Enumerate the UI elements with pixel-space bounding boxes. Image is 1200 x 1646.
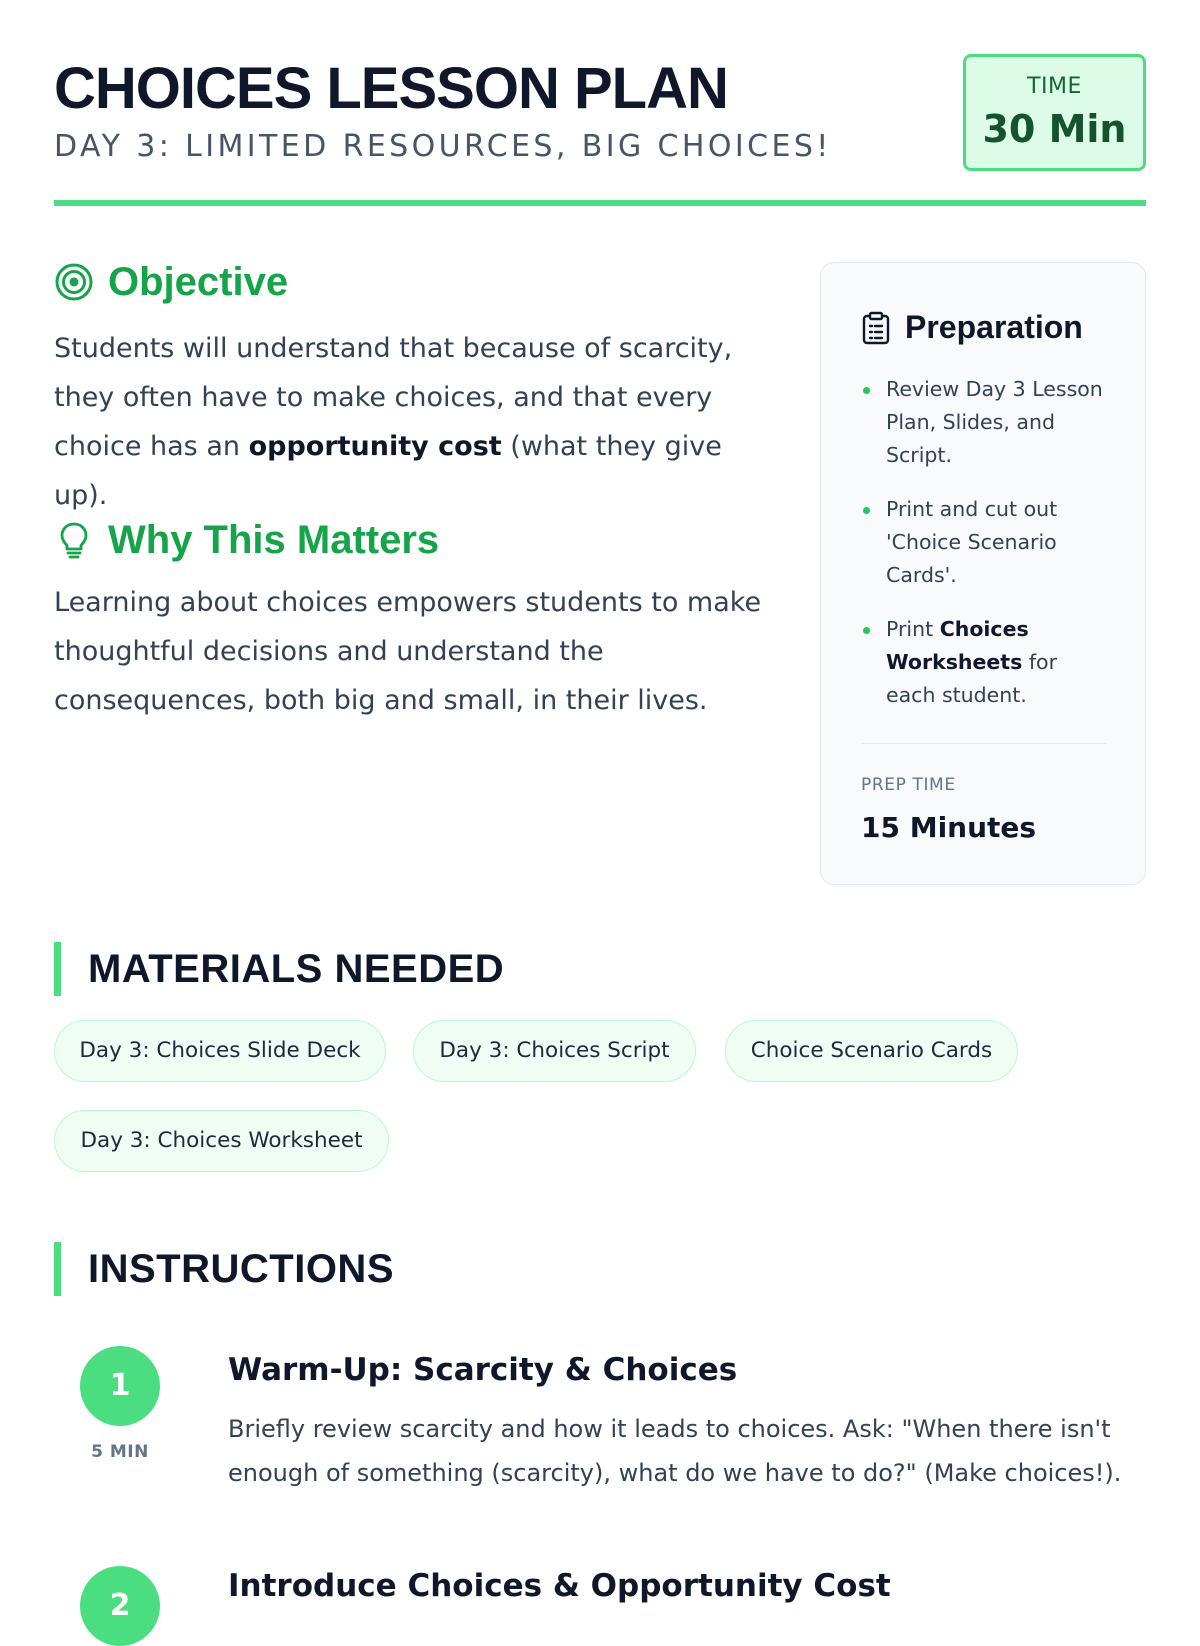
preparation-heading bbox=[861, 309, 1083, 346]
time-badge bbox=[963, 54, 1146, 171]
lesson-plan-page bbox=[54, 0, 1146, 1623]
preparation-divider bbox=[861, 743, 1107, 744]
preparation-item-part: for each student. bbox=[886, 650, 1058, 707]
prep-time-label: PREP TIME bbox=[861, 775, 956, 795]
objective-text-part: Students will understand that because of scarcity, they often have to make choices, and that every choice has an bbox=[54, 333, 733, 462]
why-heading-label: Why This Matters bbox=[108, 518, 440, 562]
step-description: Briefly review scarcity and how it leads to choices. Ask: "When there isn't enough of something (scarcity), what do we have to do?" (Make choices!). bbox=[228, 1415, 1122, 1487]
lightbulb-icon bbox=[54, 520, 94, 560]
objective-heading-label: Objective bbox=[108, 260, 289, 304]
time-value: 30 Min bbox=[982, 107, 1127, 151]
objective-heading bbox=[54, 262, 288, 302]
preparation-list bbox=[861, 373, 1111, 733]
objective-text-part: (what they give up). bbox=[54, 431, 722, 511]
page-subtitle: DAY 3: LIMITED RESOURCES, BIG CHOICES! bbox=[54, 129, 832, 164]
preparation-item-part: Print bbox=[886, 617, 940, 641]
step-number: 2 bbox=[80, 1566, 160, 1646]
material-pill: Choice Scenario Cards bbox=[725, 1020, 1018, 1082]
objective-text bbox=[54, 324, 774, 520]
instruction-step bbox=[54, 1346, 1146, 1506]
why-heading bbox=[54, 520, 439, 560]
material-pill: Day 3: Choices Slide Deck bbox=[54, 1020, 386, 1082]
instruction-step bbox=[54, 1566, 1146, 1623]
preparation-item: Review Day 3 Lesson Plan, Slides, and Script. bbox=[861, 373, 1111, 472]
prep-time-value: 15 Minutes bbox=[861, 811, 1037, 844]
target-icon bbox=[54, 262, 94, 302]
clipboard-icon bbox=[861, 311, 891, 345]
step-title: Warm-Up: Scarcity & Choices bbox=[228, 1352, 738, 1388]
material-pill: Day 3: Choices Script bbox=[413, 1020, 696, 1082]
why-text: Learning about choices empowers students to make thoughtful decisions and understand the consequences, both big and small, in their lives. bbox=[54, 587, 762, 716]
materials-heading: MATERIALS NEEDED bbox=[54, 942, 504, 996]
step-number: 1 bbox=[80, 1346, 160, 1426]
preparation-card bbox=[820, 262, 1146, 885]
material-pill: Day 3: Choices Worksheet bbox=[54, 1110, 389, 1172]
step-duration: 5 MIN bbox=[91, 1442, 149, 1462]
objective-key-term: opportunity cost bbox=[248, 431, 502, 462]
lesson-header bbox=[54, 0, 1146, 206]
instructions-heading: INSTRUCTIONS bbox=[54, 1242, 394, 1296]
step-title: Introduce Choices & Opportunity Cost bbox=[228, 1568, 891, 1604]
preparation-heading-label: Preparation bbox=[905, 309, 1083, 345]
header-divider bbox=[54, 200, 1146, 206]
page-title: CHOICES LESSON PLAN bbox=[54, 56, 728, 121]
preparation-item bbox=[861, 613, 1111, 712]
preparation-item: Print and cut out 'Choice Scenario Cards'. bbox=[861, 493, 1111, 592]
preparation-item-bold: Choices Worksheets bbox=[886, 617, 1029, 674]
time-label: TIME bbox=[1027, 74, 1082, 99]
